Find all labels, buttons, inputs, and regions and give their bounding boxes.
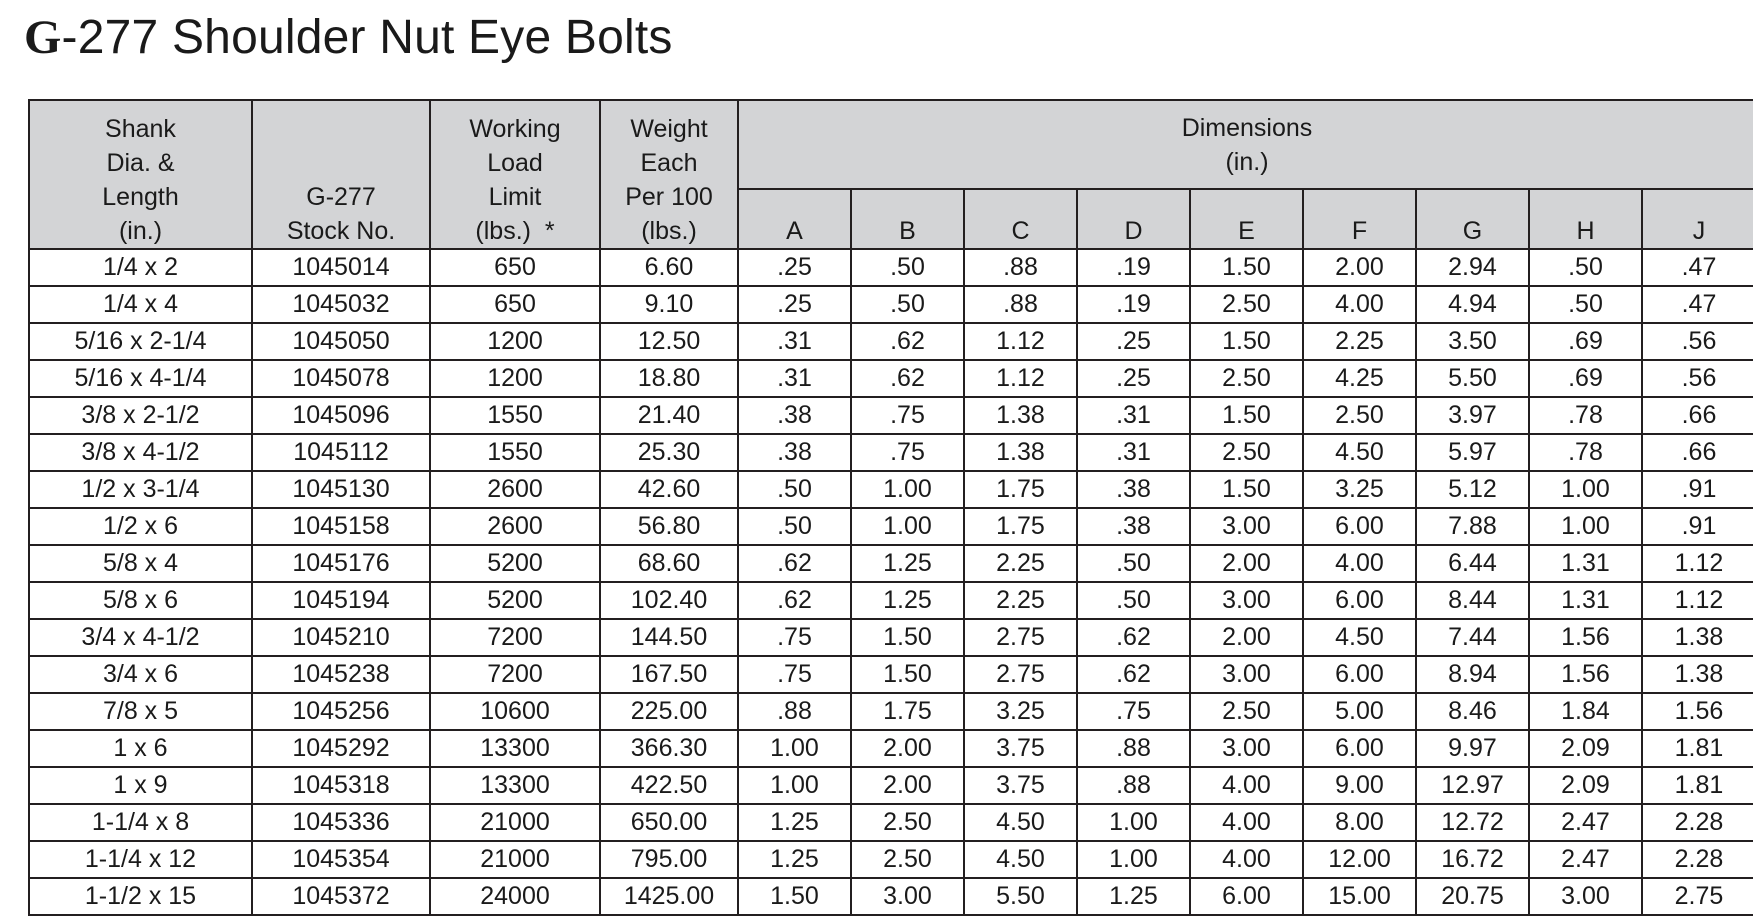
- cell-dim-d: .25: [1077, 323, 1190, 360]
- header-dim-e: E: [1190, 189, 1303, 249]
- cell-dim-a: .88: [738, 693, 851, 730]
- cell-shank: 5/8 x 4: [29, 545, 252, 582]
- cell-stock-no: 1045210: [252, 619, 430, 656]
- cell-shank: 1/4 x 4: [29, 286, 252, 323]
- cell-dim-h: 2.47: [1529, 841, 1642, 878]
- cell-dim-a: .50: [738, 508, 851, 545]
- header-dim-j: J: [1642, 189, 1755, 249]
- cell-dim-d: .62: [1077, 656, 1190, 693]
- cell-dim-f: 4.50: [1303, 434, 1416, 471]
- cell-dim-b: .62: [851, 360, 964, 397]
- cell-dim-h: .50: [1529, 286, 1642, 323]
- cell-dim-b: 1.75: [851, 693, 964, 730]
- header-weight-line: (lbs.): [641, 217, 697, 245]
- table-row: [29, 804, 1755, 841]
- cell-stock-no: 1045194: [252, 582, 430, 619]
- cell-dim-c: 2.25: [964, 582, 1077, 619]
- cell-dim-b: .50: [851, 286, 964, 323]
- cell-dim-f: 12.00: [1303, 841, 1416, 878]
- cell-dim-e: 1.50: [1190, 249, 1303, 286]
- cell-weight: 366.30: [600, 730, 738, 767]
- cell-dim-c: 3.75: [964, 730, 1077, 767]
- cell-stock-no: 1045176: [252, 545, 430, 582]
- cell-dim-h: 1.00: [1529, 508, 1642, 545]
- cell-dim-a: .31: [738, 360, 851, 397]
- cell-dim-b: 2.00: [851, 730, 964, 767]
- header-shank-line: Dia. &: [106, 149, 175, 177]
- table-row: [29, 619, 1755, 656]
- cell-dim-e: 1.50: [1190, 471, 1303, 508]
- cell-wll: 21000: [430, 804, 600, 841]
- header-dimensions-line: (in.): [1225, 147, 1269, 176]
- table-row: [29, 582, 1755, 619]
- cell-dim-d: 1.00: [1077, 841, 1190, 878]
- cell-dim-g: 8.46: [1416, 693, 1529, 730]
- cell-dim-d: .25: [1077, 360, 1190, 397]
- cell-dim-j: .66: [1642, 434, 1755, 471]
- cell-stock-no: 1045372: [252, 878, 430, 915]
- header-dim-g: G: [1416, 189, 1529, 249]
- cell-dim-j: 2.28: [1642, 804, 1755, 841]
- cell-dim-j: .47: [1642, 249, 1755, 286]
- table-row: [29, 767, 1755, 804]
- cell-dim-g: 2.94: [1416, 249, 1529, 286]
- cell-stock-no: 1045112: [252, 434, 430, 471]
- cell-dim-f: 2.25: [1303, 323, 1416, 360]
- cell-shank: 3/4 x 6: [29, 656, 252, 693]
- cell-dim-e: 2.50: [1190, 434, 1303, 471]
- cell-dim-h: .69: [1529, 360, 1642, 397]
- table-body: [29, 249, 1755, 915]
- cell-weight: 6.60: [600, 249, 738, 286]
- cell-dim-a: .62: [738, 545, 851, 582]
- cell-dim-c: 1.12: [964, 323, 1077, 360]
- cell-dim-b: 2.50: [851, 804, 964, 841]
- cell-dim-a: 1.25: [738, 841, 851, 878]
- cell-dim-f: 8.00: [1303, 804, 1416, 841]
- cell-wll: 21000: [430, 841, 600, 878]
- table-row: [29, 434, 1755, 471]
- cell-dim-f: 2.00: [1303, 249, 1416, 286]
- header-stock-line: Stock No.: [286, 217, 396, 245]
- cell-dim-g: 12.97: [1416, 767, 1529, 804]
- cell-dim-b: .75: [851, 397, 964, 434]
- cell-dim-g: 16.72: [1416, 841, 1529, 878]
- header-dimensions-line: Dimensions: [1181, 113, 1313, 142]
- header-weight-line: Weight: [630, 115, 708, 143]
- cell-wll: 13300: [430, 767, 600, 804]
- cell-dim-c: .88: [964, 249, 1077, 286]
- cell-dim-e: 4.00: [1190, 767, 1303, 804]
- cell-dim-f: 2.50: [1303, 397, 1416, 434]
- cell-dim-b: 2.50: [851, 841, 964, 878]
- cell-dim-d: .50: [1077, 582, 1190, 619]
- cell-dim-f: 4.00: [1303, 286, 1416, 323]
- specification-table: [28, 99, 1755, 916]
- cell-dim-b: 1.25: [851, 582, 964, 619]
- cell-weight: 12.50: [600, 323, 738, 360]
- cell-dim-j: .91: [1642, 471, 1755, 508]
- cell-dim-d: .50: [1077, 545, 1190, 582]
- cell-weight: 25.30: [600, 434, 738, 471]
- page-title: [24, 8, 673, 68]
- cell-dim-j: 1.38: [1642, 619, 1755, 656]
- cell-dim-h: .78: [1529, 434, 1642, 471]
- cell-dim-j: 1.12: [1642, 582, 1755, 619]
- cell-dim-b: 1.25: [851, 545, 964, 582]
- cell-weight: 650.00: [600, 804, 738, 841]
- table-row: [29, 878, 1755, 915]
- header-wll-line: Working: [469, 115, 561, 143]
- cell-dim-c: 4.50: [964, 841, 1077, 878]
- table-row: [29, 693, 1755, 730]
- cell-shank: 3/8 x 2-1/2: [29, 397, 252, 434]
- cell-dim-e: 2.50: [1190, 360, 1303, 397]
- cell-dim-e: 1.50: [1190, 397, 1303, 434]
- cell-dim-e: 3.00: [1190, 508, 1303, 545]
- cell-shank: 1-1/4 x 8: [29, 804, 252, 841]
- cell-dim-c: 3.75: [964, 767, 1077, 804]
- cell-dim-e: 2.50: [1190, 693, 1303, 730]
- table-row: [29, 249, 1755, 286]
- table-row: [29, 286, 1755, 323]
- table-row: [29, 471, 1755, 508]
- cell-dim-e: 2.00: [1190, 619, 1303, 656]
- table-row: [29, 730, 1755, 767]
- cell-shank: 5/16 x 2-1/4: [29, 323, 252, 360]
- cell-weight: 225.00: [600, 693, 738, 730]
- cell-dim-d: .31: [1077, 397, 1190, 434]
- cell-dim-f: 3.25: [1303, 471, 1416, 508]
- header-working-load-limit: [430, 100, 600, 249]
- header-shank: [29, 100, 252, 249]
- cell-stock-no: 1045032: [252, 286, 430, 323]
- cell-dim-g: 12.72: [1416, 804, 1529, 841]
- cell-dim-a: .31: [738, 323, 851, 360]
- cell-dim-h: 1.31: [1529, 582, 1642, 619]
- table-row: [29, 397, 1755, 434]
- cell-dim-c: 2.25: [964, 545, 1077, 582]
- cell-weight: 68.60: [600, 545, 738, 582]
- cell-dim-j: 1.12: [1642, 545, 1755, 582]
- cell-weight: 56.80: [600, 508, 738, 545]
- header-dim-a: A: [738, 189, 851, 249]
- cell-dim-e: 1.50: [1190, 323, 1303, 360]
- cell-dim-b: .50: [851, 249, 964, 286]
- cell-stock-no: 1045130: [252, 471, 430, 508]
- cell-dim-d: .31: [1077, 434, 1190, 471]
- cell-dim-g: 8.44: [1416, 582, 1529, 619]
- cell-dim-b: .75: [851, 434, 964, 471]
- cell-stock-no: 1045096: [252, 397, 430, 434]
- cell-dim-h: 1.00: [1529, 471, 1642, 508]
- header-weight: [600, 100, 738, 249]
- table-row: [29, 323, 1755, 360]
- cell-dim-a: 1.00: [738, 767, 851, 804]
- header-dim-h: H: [1529, 189, 1642, 249]
- cell-dim-c: 3.25: [964, 693, 1077, 730]
- cell-dim-h: .50: [1529, 249, 1642, 286]
- header-wll-line: (lbs.) *: [475, 217, 555, 245]
- cell-dim-f: 6.00: [1303, 730, 1416, 767]
- cell-weight: 42.60: [600, 471, 738, 508]
- cell-wll: 2600: [430, 471, 600, 508]
- cell-dim-g: 3.50: [1416, 323, 1529, 360]
- cell-dim-h: 2.47: [1529, 804, 1642, 841]
- cell-stock-no: 1045050: [252, 323, 430, 360]
- cell-shank: 5/8 x 6: [29, 582, 252, 619]
- cell-dim-a: 1.50: [738, 878, 851, 915]
- table-row: [29, 841, 1755, 878]
- cell-dim-h: 2.09: [1529, 730, 1642, 767]
- cell-dim-h: 3.00: [1529, 878, 1642, 915]
- cell-dim-j: 1.56: [1642, 693, 1755, 730]
- cell-wll: 1200: [430, 360, 600, 397]
- cell-dim-h: .69: [1529, 323, 1642, 360]
- cell-dim-j: .56: [1642, 323, 1755, 360]
- cell-weight: 1425.00: [600, 878, 738, 915]
- cell-stock-no: 1045318: [252, 767, 430, 804]
- cell-dim-g: 5.97: [1416, 434, 1529, 471]
- cell-dim-a: .75: [738, 619, 851, 656]
- cell-dim-e: 3.00: [1190, 656, 1303, 693]
- cell-shank: 1/4 x 2: [29, 249, 252, 286]
- cell-dim-a: .50: [738, 471, 851, 508]
- cell-dim-f: 6.00: [1303, 582, 1416, 619]
- cell-dim-e: 3.00: [1190, 730, 1303, 767]
- cell-weight: 167.50: [600, 656, 738, 693]
- title-text: -277 Shoulder Nut Eye Bolts: [61, 11, 673, 64]
- cell-stock-no: 1045354: [252, 841, 430, 878]
- cell-stock-no: 1045336: [252, 804, 430, 841]
- cell-shank: 1 x 9: [29, 767, 252, 804]
- cell-dim-d: .62: [1077, 619, 1190, 656]
- cell-weight: 9.10: [600, 286, 738, 323]
- cell-dim-j: 1.81: [1642, 767, 1755, 804]
- cell-dim-d: .88: [1077, 767, 1190, 804]
- cell-dim-g: 7.44: [1416, 619, 1529, 656]
- cell-dim-d: 1.25: [1077, 878, 1190, 915]
- cell-dim-b: 3.00: [851, 878, 964, 915]
- cell-dim-j: .56: [1642, 360, 1755, 397]
- title-prefix: G: [24, 11, 62, 64]
- header-wll-line: Limit: [488, 183, 542, 211]
- cell-shank: 1 x 6: [29, 730, 252, 767]
- cell-dim-c: 1.12: [964, 360, 1077, 397]
- cell-dim-f: 9.00: [1303, 767, 1416, 804]
- cell-dim-g: 5.50: [1416, 360, 1529, 397]
- header-wll-line: Load: [487, 149, 543, 177]
- cell-weight: 102.40: [600, 582, 738, 619]
- cell-dim-j: 1.38: [1642, 656, 1755, 693]
- cell-weight: 422.50: [600, 767, 738, 804]
- cell-dim-a: .62: [738, 582, 851, 619]
- cell-dim-c: 1.75: [964, 471, 1077, 508]
- cell-dim-b: 1.00: [851, 471, 964, 508]
- cell-dim-g: 6.44: [1416, 545, 1529, 582]
- header-shank-line: Length: [102, 183, 179, 211]
- cell-dim-g: 8.94: [1416, 656, 1529, 693]
- cell-dim-b: 1.00: [851, 508, 964, 545]
- cell-dim-a: .25: [738, 249, 851, 286]
- header-stock-line: G-277: [306, 183, 376, 211]
- cell-stock-no: 1045158: [252, 508, 430, 545]
- header-dimensions: [738, 100, 1755, 189]
- cell-dim-g: 9.97: [1416, 730, 1529, 767]
- table-row: [29, 545, 1755, 582]
- cell-dim-g: 7.88: [1416, 508, 1529, 545]
- cell-stock-no: 1045014: [252, 249, 430, 286]
- cell-dim-a: .75: [738, 656, 851, 693]
- cell-shank: 1/2 x 3-1/4: [29, 471, 252, 508]
- cell-stock-no: 1045078: [252, 360, 430, 397]
- header-shank-line: Shank: [105, 115, 176, 143]
- header-dim-d: D: [1077, 189, 1190, 249]
- cell-wll: 1550: [430, 397, 600, 434]
- cell-dim-b: 1.50: [851, 656, 964, 693]
- cell-dim-g: 20.75: [1416, 878, 1529, 915]
- cell-shank: 3/4 x 4-1/2: [29, 619, 252, 656]
- table-row: [29, 360, 1755, 397]
- cell-dim-e: 3.00: [1190, 582, 1303, 619]
- cell-dim-c: 1.38: [964, 434, 1077, 471]
- cell-wll: 7200: [430, 656, 600, 693]
- cell-dim-f: 6.00: [1303, 656, 1416, 693]
- cell-dim-b: .62: [851, 323, 964, 360]
- cell-dim-g: 5.12: [1416, 471, 1529, 508]
- cell-dim-f: 15.00: [1303, 878, 1416, 915]
- cell-dim-h: 1.84: [1529, 693, 1642, 730]
- cell-dim-j: 1.81: [1642, 730, 1755, 767]
- cell-dim-h: 1.31: [1529, 545, 1642, 582]
- cell-wll: 10600: [430, 693, 600, 730]
- cell-dim-f: 6.00: [1303, 508, 1416, 545]
- cell-stock-no: 1045292: [252, 730, 430, 767]
- cell-dim-j: .47: [1642, 286, 1755, 323]
- cell-dim-d: 1.00: [1077, 804, 1190, 841]
- cell-weight: 795.00: [600, 841, 738, 878]
- cell-wll: 1200: [430, 323, 600, 360]
- cell-dim-b: 2.00: [851, 767, 964, 804]
- cell-dim-a: .38: [738, 397, 851, 434]
- cell-wll: 5200: [430, 545, 600, 582]
- cell-dim-j: .91: [1642, 508, 1755, 545]
- cell-dim-g: 4.94: [1416, 286, 1529, 323]
- cell-dim-f: 4.00: [1303, 545, 1416, 582]
- cell-stock-no: 1045238: [252, 656, 430, 693]
- cell-shank: 1-1/4 x 12: [29, 841, 252, 878]
- cell-wll: 24000: [430, 878, 600, 915]
- cell-wll: 5200: [430, 582, 600, 619]
- cell-shank: 5/16 x 4-1/4: [29, 360, 252, 397]
- cell-dim-j: 2.28: [1642, 841, 1755, 878]
- cell-shank: 3/8 x 4-1/2: [29, 434, 252, 471]
- table-row: [29, 656, 1755, 693]
- cell-wll: 650: [430, 286, 600, 323]
- header-dim-f: F: [1303, 189, 1416, 249]
- cell-dim-e: 4.00: [1190, 841, 1303, 878]
- cell-dim-a: .38: [738, 434, 851, 471]
- cell-dim-c: 4.50: [964, 804, 1077, 841]
- cell-dim-d: .88: [1077, 730, 1190, 767]
- cell-dim-e: 2.00: [1190, 545, 1303, 582]
- cell-dim-c: 2.75: [964, 619, 1077, 656]
- cell-weight: 144.50: [600, 619, 738, 656]
- cell-dim-a: 1.00: [738, 730, 851, 767]
- cell-dim-e: 6.00: [1190, 878, 1303, 915]
- cell-dim-g: 3.97: [1416, 397, 1529, 434]
- cell-dim-j: .66: [1642, 397, 1755, 434]
- header-stock-no: [252, 100, 430, 249]
- cell-dim-d: .38: [1077, 508, 1190, 545]
- cell-wll: 2600: [430, 508, 600, 545]
- cell-dim-c: 1.38: [964, 397, 1077, 434]
- cell-dim-j: 2.75: [1642, 878, 1755, 915]
- header-shank-line: (in.): [118, 217, 163, 245]
- cell-dim-c: 1.75: [964, 508, 1077, 545]
- cell-dim-e: 4.00: [1190, 804, 1303, 841]
- cell-shank: 1-1/2 x 15: [29, 878, 252, 915]
- cell-stock-no: 1045256: [252, 693, 430, 730]
- cell-weight: 18.80: [600, 360, 738, 397]
- table-row: [29, 508, 1755, 545]
- cell-dim-f: 5.00: [1303, 693, 1416, 730]
- header-dim-c: C: [964, 189, 1077, 249]
- cell-wll: 13300: [430, 730, 600, 767]
- cell-wll: 650: [430, 249, 600, 286]
- cell-dim-d: .38: [1077, 471, 1190, 508]
- cell-dim-a: .25: [738, 286, 851, 323]
- cell-dim-c: 2.75: [964, 656, 1077, 693]
- header-weight-line: Per 100: [625, 183, 713, 211]
- cell-dim-d: .75: [1077, 693, 1190, 730]
- cell-wll: 7200: [430, 619, 600, 656]
- cell-dim-f: 4.50: [1303, 619, 1416, 656]
- header-weight-line: Each: [640, 149, 698, 177]
- cell-dim-d: .19: [1077, 286, 1190, 323]
- cell-dim-a: 1.25: [738, 804, 851, 841]
- cell-dim-h: 1.56: [1529, 619, 1642, 656]
- cell-weight: 21.40: [600, 397, 738, 434]
- cell-dim-d: .19: [1077, 249, 1190, 286]
- cell-wll: 1550: [430, 434, 600, 471]
- cell-dim-h: .78: [1529, 397, 1642, 434]
- cell-dim-b: 1.50: [851, 619, 964, 656]
- cell-dim-c: .88: [964, 286, 1077, 323]
- cell-shank: 7/8 x 5: [29, 693, 252, 730]
- cell-dim-e: 2.50: [1190, 286, 1303, 323]
- cell-dim-c: 5.50: [964, 878, 1077, 915]
- header-dim-b: B: [851, 189, 964, 249]
- cell-dim-h: 1.56: [1529, 656, 1642, 693]
- cell-dim-h: 2.09: [1529, 767, 1642, 804]
- cell-dim-f: 4.25: [1303, 360, 1416, 397]
- cell-shank: 1/2 x 6: [29, 508, 252, 545]
